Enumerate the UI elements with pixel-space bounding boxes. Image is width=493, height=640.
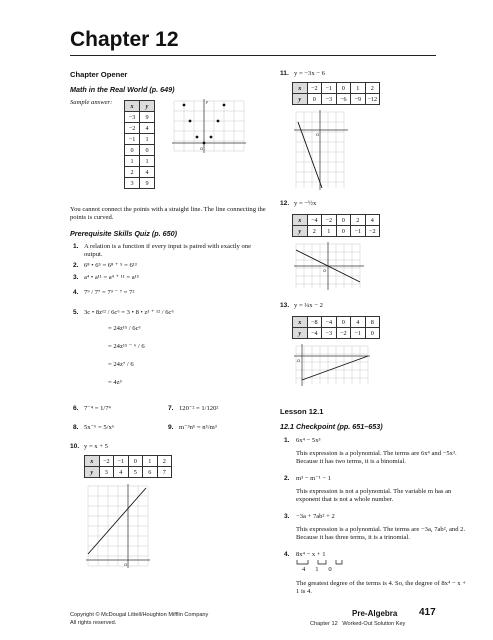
- section-lesson: Lesson 12.1: [280, 407, 324, 416]
- c2-explanation: This expression is not a polynomial. The variable m has an exponent that is not a whole number.: [296, 488, 452, 503]
- c3-expression: −3a + 7ab² + 2: [296, 513, 335, 520]
- q10-table: [84, 455, 172, 478]
- table-row: −2 4: [125, 123, 155, 134]
- table-row: 1 1: [125, 156, 155, 167]
- q4-number: 4.: [73, 289, 79, 296]
- c4-degrees: 4 1 0: [302, 566, 332, 573]
- note-curve: You cannot connect the points with a straight line. The line connecting the points is curved.: [70, 206, 266, 221]
- point-neg3-9: [183, 104, 186, 107]
- table-row-x: x −8 −4 0 4 8: [293, 317, 380, 328]
- point-neg2-4: [189, 120, 192, 123]
- footer-subtitle: Chapter 12 Worked-Out Solution Key: [310, 621, 406, 627]
- q1-answer: A relation is a function if every input is paired with exactly one output.: [84, 243, 251, 258]
- point-3-9: [223, 104, 226, 107]
- q9-answer: m⁻³n⁵ = n⁵/m³: [179, 424, 217, 431]
- c1-number: 1.: [284, 437, 290, 444]
- q8-number: 8.: [73, 424, 79, 431]
- point-neg1-1: [196, 136, 199, 139]
- sample-xy-table: [124, 100, 155, 189]
- subsection-prereq: Prerequisite Skills Quiz (p. 650): [70, 229, 178, 238]
- table-header-y: y: [140, 101, 155, 112]
- c3-number: 3.: [284, 513, 290, 520]
- sample-point-graph: [170, 97, 248, 155]
- c2-expression: m³ − m⁻¹ − 1: [296, 475, 332, 482]
- q1-number: 1.: [73, 243, 79, 250]
- q4-answer: 7⁹ / 7⁷ = 7⁹ ⁻ ⁷ = 7²: [84, 289, 135, 296]
- c4-explanation: The greatest degree of the terms is 4. So, the degree of 8x⁴ − x + 1 is 4.: [296, 580, 466, 595]
- origin-label: O: [200, 146, 204, 151]
- q5-line-1: 3c • 8z¹² / 6c⁶ = 3 • 8 • z³ ⁺ ¹² / 6c⁶: [84, 309, 174, 316]
- c2-number: 2.: [284, 475, 290, 482]
- q11-equation: y = −3x − 6: [294, 70, 325, 77]
- origin-label: O: [124, 562, 128, 567]
- q9-number: 9.: [168, 424, 174, 431]
- section-chapter-opener: Chapter Opener: [70, 70, 128, 79]
- q12-number: 12.: [280, 200, 290, 207]
- q12-line-graph: [292, 240, 368, 292]
- table-row: 3 9: [125, 178, 155, 189]
- q8-answer: 5x⁻⁶ = 5/x⁶: [84, 424, 115, 431]
- q7-number: 7.: [168, 405, 174, 412]
- point-1-1: [210, 136, 213, 139]
- origin-label: O: [316, 132, 320, 137]
- title-divider: [70, 55, 436, 56]
- subsection-real-world: Math in the Real World (p. 649): [70, 85, 175, 94]
- q12-table: [292, 214, 380, 237]
- q5-line-2: = 24z¹⁵ / 6c⁶: [108, 325, 141, 332]
- q5-line-5: = 4z³: [108, 379, 122, 386]
- table-row: 0 0: [125, 145, 155, 156]
- table-row-x: x −2 −1 0 1 2: [293, 83, 380, 94]
- footer-book-title: Pre-Algebra: [352, 609, 398, 618]
- c4-expression: 8x⁴ − x + 1: [296, 551, 326, 558]
- q12-equation: y = −½x: [294, 200, 317, 207]
- q11-line-graph: [292, 108, 352, 192]
- table-header-x: x: [125, 101, 140, 112]
- c3-explanation: This expression is a polynomial. The terms are −3a, 7ab², and 2. Because it has three terms, it is a trinomial.: [296, 526, 466, 541]
- footer-page-number: 417: [419, 607, 436, 618]
- q13-number: 13.: [280, 302, 290, 309]
- origin-label: O: [297, 358, 301, 363]
- q5-number: 5.: [73, 309, 79, 316]
- table-row-y: y −4 −3 −2 −1 0: [293, 328, 380, 339]
- q6-number: 6.: [73, 405, 79, 412]
- sample-answer-label: Sample answer:: [70, 99, 113, 106]
- q13-table: [292, 316, 380, 339]
- q3-answer: a⁴ • a¹¹ = a⁴ ⁺ ¹¹ = a¹⁵: [84, 274, 139, 281]
- footer-copyright-1: Copyright © McDougal Littell/Houghton Mifflin Company: [70, 612, 209, 618]
- footer-copyright-2: All rights reserved.: [70, 620, 117, 626]
- q6-answer: 7⁻⁴ = 1/7⁴: [84, 405, 111, 412]
- q11-number: 11.: [280, 70, 289, 77]
- point-0-0: [203, 142, 206, 145]
- y-axis-label: y: [206, 99, 208, 104]
- table-row-y: y 2 1 0 −1 −2: [293, 226, 380, 237]
- q11-table: [292, 82, 380, 105]
- q5-line-4: = 24z⁷ / 6: [108, 361, 134, 368]
- q13-line-graph: [292, 342, 372, 388]
- point-2-4: [217, 120, 220, 123]
- q5-line-3: = 24z¹⁵ ⁻ ⁶ / 6: [108, 343, 145, 350]
- q7-answer: 120⁻² = 1/120²: [179, 405, 219, 412]
- c4-number: 4.: [284, 551, 290, 558]
- q2-number: 2.: [73, 262, 79, 269]
- table-row: 2 4: [125, 167, 155, 178]
- table-row-x: x −4 −2 0 2 4: [293, 215, 380, 226]
- q3-number: 3.: [73, 274, 79, 281]
- table-row: −3 9: [125, 112, 155, 123]
- q10-plotted-line: [88, 488, 146, 554]
- c1-explanation: This expression is a polynomial. The terms are 6x⁴ and −5x³. Because it has two terms, it is a binomial.: [296, 450, 457, 465]
- table-row-y: y 3 4 5 6 7: [85, 467, 172, 478]
- table-row: −1 1: [125, 134, 155, 145]
- page-title: Chapter 12: [70, 28, 179, 51]
- q13-equation: y = ¼x − 2: [294, 302, 323, 309]
- q2-answer: 6⁸ • 6⁵ = 6⁸ ⁺ ⁵ = 6¹³: [84, 262, 137, 269]
- origin-label: O: [323, 268, 327, 273]
- table-row-x: x −2 −1 0 1 2: [85, 456, 172, 467]
- c1-expression: 6x⁴ − 5x³: [296, 437, 321, 444]
- q10-number: 10.: [70, 443, 80, 450]
- q10-equation: y = x + 5: [84, 443, 108, 450]
- subsection-checkpoint: 12.1 Checkpoint (pp. 651–653): [280, 422, 383, 431]
- table-row-y: y 0 −3 −6 −9 −12: [293, 94, 380, 105]
- q10-line-graph: [84, 482, 154, 572]
